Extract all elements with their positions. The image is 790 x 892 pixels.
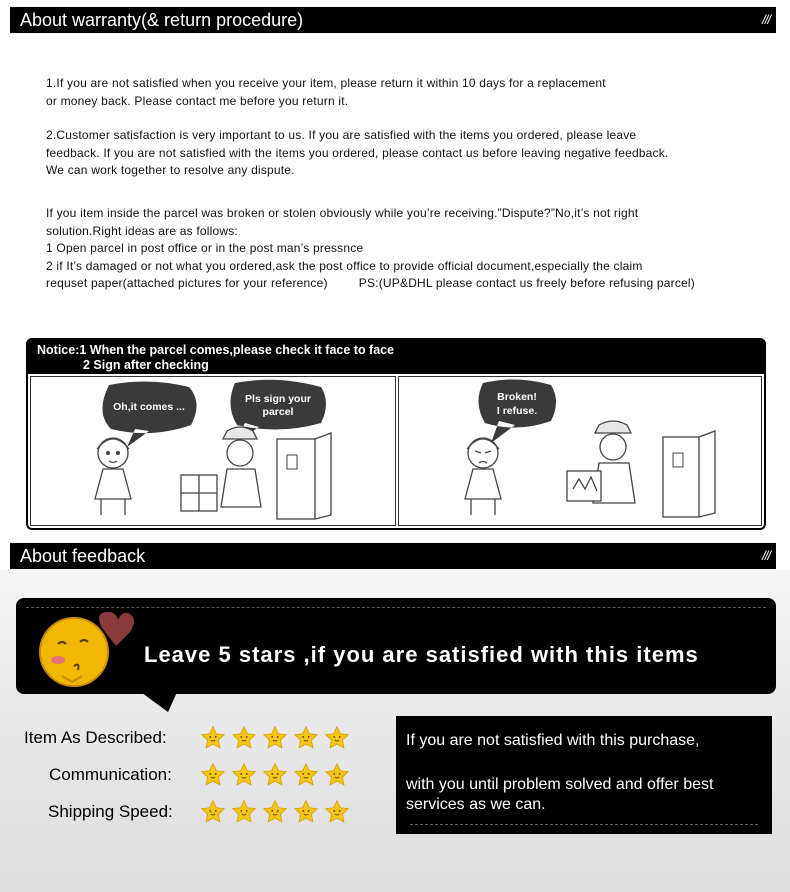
header-decoration-mark: /// (762, 548, 770, 563)
header-decoration-mark: /// (762, 12, 770, 27)
kiss-emoji-icon (34, 606, 138, 692)
star-icon (324, 725, 350, 751)
warranty-header-title: About warranty(& return procedure) (20, 10, 304, 30)
star-icon (200, 799, 226, 825)
bubble-sign-text-2: parcel (262, 406, 294, 418)
star-icon (262, 762, 288, 788)
text-line: 2.Customer satisfaction is very important to us. If you are satisfied with the items you ordered, please leave (46, 128, 637, 142)
bubble-refuse-text: I refuse. (496, 405, 538, 417)
message-line-1: If you are not satisfied with this purchase, (406, 732, 700, 749)
warranty-paragraph-2 (46, 127, 766, 180)
star-icon (293, 762, 319, 788)
banner-text: Leave 5 stars ,if you are satisfied with this items (144, 642, 699, 667)
refuse-parcel-illustration (399, 377, 761, 525)
satisfaction-message-box (396, 716, 772, 834)
rating-stars-shipping-speed (200, 799, 355, 825)
star-icon (231, 762, 257, 788)
bubble-sign-text-1: Pls sign your (245, 393, 311, 405)
notice-box (26, 338, 766, 530)
notice-line-1: Notice:1 When the parcel comes,please check it face to face (37, 343, 395, 357)
notice-bar (28, 340, 764, 374)
accept-parcel-illustration (31, 377, 395, 525)
message-line-3: services as we can. (406, 796, 546, 813)
star-icon (324, 799, 350, 825)
broken-parcel-box (567, 471, 601, 501)
text-line-part: requset paper(attached pictures for your reference) (46, 276, 328, 290)
warranty-paragraph-3 (46, 205, 766, 293)
text-line: If you item inside the parcel was broken or stolen obviously while you’re receiving.”Dispute?”No,it’s not right (46, 206, 639, 220)
star-icon (293, 799, 319, 825)
warranty-paragraph-1 (46, 75, 766, 110)
star-icon (231, 725, 257, 751)
feedback-header-bar (10, 543, 776, 569)
rating-stars-communication (200, 762, 355, 788)
text-line: solution.Right ideas are as follows: (46, 223, 238, 238)
courier-figure (221, 427, 261, 507)
warranty-header-bar (10, 7, 776, 33)
text-line: 2 if It’s damaged or not what you ordered,ask the post office to provide official document,especially the claim (46, 258, 643, 273)
text-line: We can work together to resolve any dispute. (46, 163, 295, 177)
banner-pointer (138, 690, 178, 712)
illustration-accept-parcel (30, 376, 396, 526)
star-icon (262, 725, 288, 751)
text-line: or money back. Please contact me before you return it. (46, 93, 349, 108)
message-line-2: with you until problem solved and offer best (406, 776, 714, 793)
text-line (46, 275, 766, 293)
illustration-refuse-parcel (398, 376, 762, 526)
text-line: 1 Open parcel in post office or in the post man’s pressnce (46, 241, 364, 255)
rating-label-item-described: Item As Described: (24, 728, 167, 747)
star-icon (324, 762, 350, 788)
door (663, 437, 699, 517)
star-icon (262, 799, 288, 825)
star-icon (200, 725, 226, 751)
bubble-left-text: Oh,it comes ... (113, 401, 185, 413)
rating-label-shipping-speed: Shipping Speed: (48, 802, 173, 821)
rating-stars-item-described (200, 725, 355, 751)
text-line: feedback. If you are not satisfied with the items you ordered, please contact us before leaving negative feedback. (46, 145, 669, 160)
text-line: 1.If you are not satisfied when you receive your item, please return it within 10 days for a replacement (46, 76, 606, 90)
door (277, 439, 315, 519)
dashed-divider (410, 824, 758, 825)
star-icon (200, 762, 226, 788)
feedback-header-title: About feedback (20, 546, 146, 566)
star-icon (231, 799, 257, 825)
notice-line-2: 2 Sign after checking (83, 358, 209, 372)
ps-note: PS:(UP&DHL please contact us freely before refusing parcel) (358, 276, 695, 290)
bubble-broken-text: Broken! (497, 391, 537, 403)
girl-figure-angry (465, 438, 501, 515)
rating-label-communication: Communication: (49, 765, 172, 784)
girl-figure (95, 438, 131, 515)
star-icon (293, 725, 319, 751)
